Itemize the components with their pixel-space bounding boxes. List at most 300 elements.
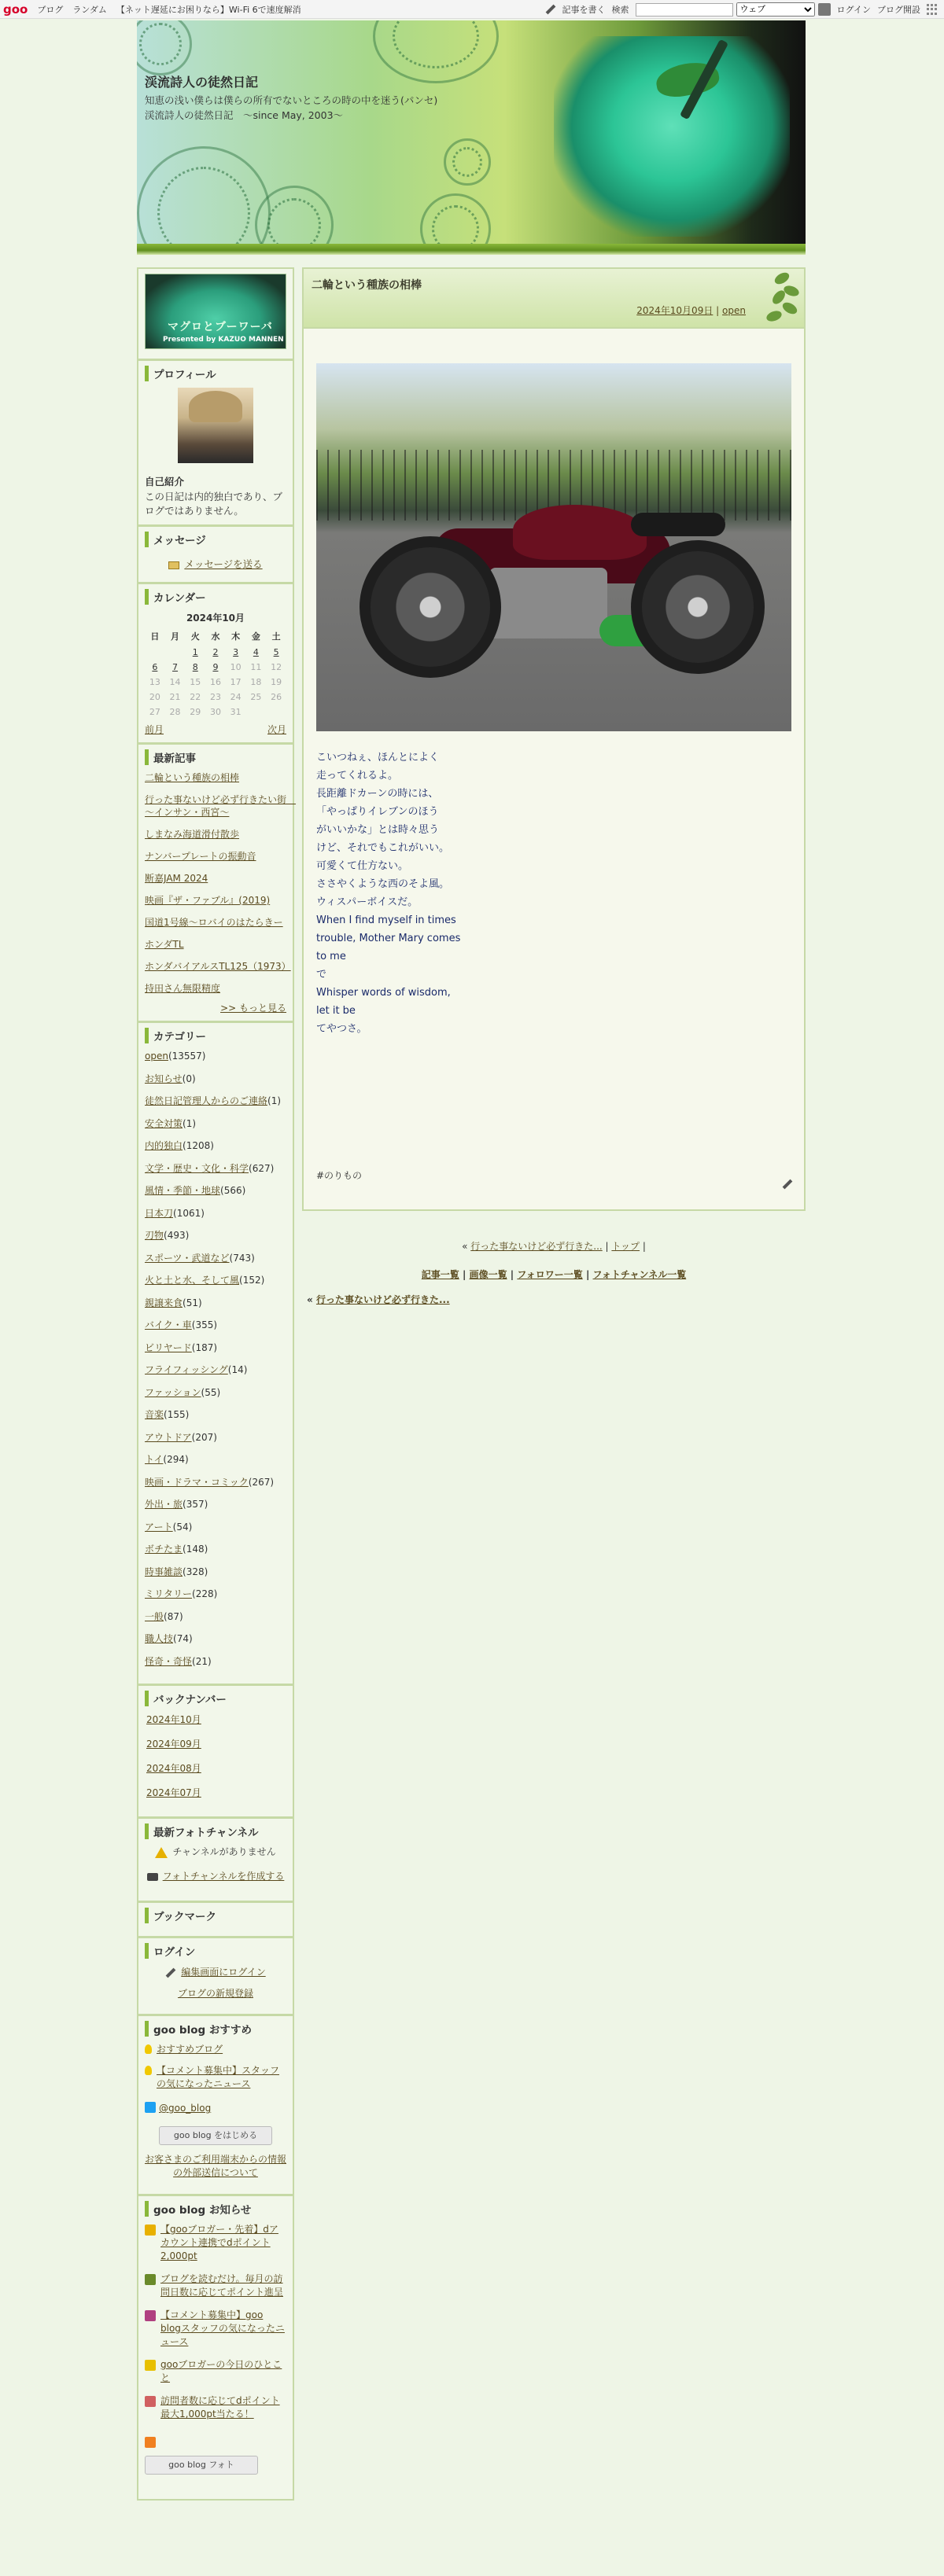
category-item (145, 1095, 286, 1107)
rear-wheel-image (631, 540, 765, 674)
news-icon (145, 2360, 156, 2371)
calendar-day (185, 660, 205, 675)
news-item (145, 2223, 286, 2263)
recent-item (145, 850, 286, 863)
category-link[interactable]: ボチたま (145, 1544, 183, 1555)
calendar-weekday: 木 (231, 631, 241, 642)
calendar-day (266, 645, 286, 660)
recent-item (145, 938, 286, 951)
category-count: (493) (164, 1230, 190, 1241)
entry-signature: #のりもの (316, 1170, 363, 1181)
calendar-day (165, 705, 186, 719)
mint-dessert-image (554, 36, 790, 237)
category-count: (55) (201, 1386, 221, 1398)
calendar-day-number: 26 (271, 692, 282, 702)
motorcycle-photo[interactable] (316, 363, 791, 731)
category-link[interactable]: 風情・季節・地球 (145, 1185, 221, 1196)
category-link[interactable]: 徒然日記管理人からのご連絡 (145, 1095, 268, 1106)
more-link[interactable]: >> もっと見る (220, 1003, 286, 1014)
backnumber-link[interactable]: 2024年08月 (146, 1763, 201, 1774)
news-item (145, 2358, 286, 2385)
recent-article-link[interactable]: 映画『ザ・ファブル』(2019) (145, 895, 271, 906)
blog-start-link[interactable]: ブログ開設 (877, 5, 920, 15)
floral-ornament-icon (137, 20, 192, 75)
category-count: (1) (183, 1117, 197, 1129)
calendar-day (185, 705, 205, 719)
news-link[interactable]: 【コメント募集中】goo blogスタッフの気になったニュース (160, 2309, 285, 2347)
entry-body-line: がいいかな」とは時々思う (316, 824, 440, 836)
calendar-day (165, 645, 186, 660)
external-notice-link[interactable]: お客さまのご利用端末からの情報の外部送信について (145, 2154, 287, 2178)
news-list (145, 2223, 286, 2421)
recent-item (145, 894, 286, 907)
calendar-day (165, 675, 186, 690)
category-item (145, 1521, 286, 1533)
calendar-weekday: 金 (251, 631, 260, 642)
category-link[interactable]: 外出・旅 (145, 1499, 183, 1510)
category-heading: カテゴリー (145, 1028, 286, 1043)
top-link[interactable]: トップ (611, 1241, 640, 1252)
prev-entry-link[interactable]: 行った事ないけど必ず行きた... (470, 1241, 603, 1252)
notice-line (145, 2153, 286, 2180)
calendar-day (226, 690, 246, 705)
category-list (145, 1050, 286, 1668)
calendar-week (145, 675, 286, 690)
goo-toolbar (0, 0, 944, 19)
category-item (145, 1274, 286, 1286)
calendar-day (246, 705, 267, 719)
search-input[interactable] (636, 3, 733, 17)
category-link[interactable]: フライフィッシング (145, 1364, 228, 1375)
category-count: (148) (183, 1544, 208, 1555)
calendar-day-number: 29 (190, 707, 201, 717)
recommend-link-blogs[interactable]: おすすめブログ (157, 2044, 223, 2055)
header-divider (137, 244, 806, 255)
topbar-link-blog[interactable]: ブログ (37, 4, 64, 15)
entry-body-line: で (316, 969, 327, 981)
recent-article-link[interactable]: 国道1号線～ロバイのはたらきー (145, 917, 283, 928)
category-count: (294) (163, 1454, 189, 1465)
entry-body (316, 749, 460, 1038)
entry-category-link[interactable]: open (722, 305, 746, 316)
category-link[interactable]: バイク・車 (145, 1319, 192, 1330)
backnumber-link[interactable]: 2024年09月 (146, 1739, 201, 1750)
recent-article-link[interactable]: ホンダTL (145, 939, 184, 950)
calendar-day (246, 690, 267, 705)
category-item (145, 1476, 286, 1489)
category-link[interactable]: 安全対策 (145, 1117, 183, 1129)
login-link[interactable]: ログイン (836, 5, 871, 15)
category-link[interactable]: 映画・ドラマ・コミック (145, 1476, 249, 1488)
entry-body-line: ウィスパーボイスだ。 (316, 896, 419, 908)
calendar-prev-link[interactable]: 前月 (145, 724, 164, 735)
calendar-day (185, 675, 205, 690)
category-item (145, 1117, 286, 1130)
calendar-day-link[interactable]: 7 (172, 662, 179, 672)
news-link[interactable]: gooブロガーの今日のひとこと (160, 2359, 282, 2383)
calendar-day-link[interactable]: 9 (212, 662, 219, 672)
entry-date-link[interactable]: 2024年10月09日 (636, 305, 714, 316)
register-line (145, 1986, 286, 2000)
profile-heading: プロフィール (145, 366, 286, 381)
recent-article-link[interactable]: 行った事ないけど必ず行きたい街 ～インサン・西宮～ (145, 794, 297, 818)
calendar-month: 2024年10月 (186, 613, 245, 624)
goo-blog-photo-button[interactable] (145, 2456, 258, 2475)
category-item (145, 1162, 286, 1175)
category-count: (328) (183, 1566, 208, 1577)
recent-item (145, 872, 286, 885)
recommend-box (138, 2016, 293, 2196)
category-count: (627) (249, 1162, 275, 1174)
goo-logo[interactable]: goo (3, 2, 28, 17)
news-icon (145, 2225, 156, 2236)
calendar-day (246, 675, 267, 690)
category-item (145, 1073, 286, 1085)
photochannel-box (138, 1819, 293, 1903)
calendar-day-number: 10 (230, 662, 242, 672)
calendar-day (266, 705, 286, 719)
register-link[interactable]: ブログの新規登録 (177, 1988, 253, 1999)
category-link[interactable]: 親譲来食 (145, 1297, 183, 1308)
recent-item (145, 771, 286, 784)
calendar-day (205, 705, 226, 719)
banner-subtitle: Presented by KAZUO MANNEN (163, 336, 284, 344)
entry (302, 267, 806, 1211)
photochannel-none-line (145, 1846, 286, 1859)
category-link[interactable]: 刃物 (145, 1230, 164, 1241)
entry-body-line: Whisper words of wisdom, (316, 987, 451, 999)
calendar-weekday: 火 (190, 631, 200, 642)
category-link[interactable]: 内的独白 (145, 1140, 183, 1151)
goo-blog-photo-label: goo blog フォト (168, 2460, 234, 2470)
category-item (145, 1386, 286, 1399)
entry-body-line: trouble, Mother Mary comes (316, 933, 461, 944)
search-icon[interactable] (818, 3, 831, 16)
category-count: (1) (267, 1095, 282, 1106)
calendar-day-number: 23 (209, 692, 221, 702)
nav-separator: | (585, 1269, 590, 1280)
blog-description: 知恵の浅い僕らは僕らの所有でないところの時の中を迷う(パンセ) 渓流詩人の徒然日記 ～since May, 2003～ (145, 94, 448, 121)
category-item (145, 1184, 286, 1197)
meta-separator: | (716, 305, 720, 316)
calendar-days (145, 645, 286, 719)
category-count: (743) (229, 1252, 255, 1264)
news-item (145, 2394, 286, 2421)
apps-grid-icon[interactable] (927, 4, 938, 15)
backnumber-box (138, 1686, 293, 1819)
calendar-day-number: 13 (149, 677, 160, 687)
category-count: (152) (239, 1275, 265, 1286)
category-link[interactable]: 日本刀 (145, 1207, 174, 1219)
calendar-day-number: 27 (149, 707, 160, 717)
recent-item (145, 960, 291, 973)
calendar-day-number: 21 (169, 692, 181, 702)
calendar-day-link[interactable]: 8 (192, 662, 198, 672)
calendar-weekday: 月 (171, 631, 180, 642)
seat-image (631, 513, 725, 536)
entry-header (304, 269, 804, 329)
category-link[interactable]: ビリヤード (145, 1341, 192, 1353)
category-item (145, 1655, 286, 1668)
topbar-link-random[interactable]: ランダム (72, 4, 107, 15)
send-message-link[interactable]: メッセージを送る (184, 558, 263, 570)
calendar-day (266, 675, 286, 690)
engine-image (489, 568, 607, 638)
news-link[interactable]: 【gooブロガー・先着】dアカウント連携でdポイント2,000pt (160, 2224, 278, 2261)
news-box (138, 2196, 293, 2481)
search-scope-select[interactable] (736, 2, 815, 17)
entry-body-line: let it be (316, 1005, 356, 1017)
intro-text: この日記は内的独白であり、ブログではありません。 (145, 491, 283, 517)
recent-item (145, 793, 297, 819)
floral-ornament-icon (137, 146, 271, 244)
category-item (145, 1632, 286, 1645)
category-item (145, 1408, 286, 1421)
blog-title[interactable]: 渓流詩人の徒然日記 (145, 75, 259, 90)
calendar-day-number: 22 (190, 692, 201, 702)
recent-item (145, 916, 286, 929)
recent-article-link[interactable]: 断嘉JAM 2024 (145, 873, 208, 884)
calendar-weekday: 水 (211, 631, 220, 642)
calendar-day (205, 675, 226, 690)
category-item (145, 1610, 286, 1623)
category-link[interactable]: お知らせ (145, 1073, 183, 1084)
calendar-day-number: 31 (230, 707, 242, 717)
backnumber-list (145, 1713, 286, 1799)
category-link[interactable]: アウトドア (145, 1431, 192, 1443)
calendar-day-number: 18 (250, 677, 262, 687)
category-link[interactable]: ミリタリー (145, 1588, 193, 1599)
calendar-day-number: 25 (250, 692, 262, 702)
news-link[interactable]: 訪問者数に応じてdポイント最大1,000pt当たる！ (160, 2395, 280, 2420)
search-label: 検索 (611, 5, 629, 15)
calendar-weekdays (145, 627, 286, 645)
category-link[interactable]: 怪奇・奇怪 (145, 1655, 193, 1667)
calendar-day (165, 660, 186, 675)
category-count: (21) (192, 1655, 212, 1667)
leaf-ornament-icon (752, 269, 804, 329)
calendar-day (226, 705, 246, 719)
calendar-day (205, 660, 226, 675)
backnumber-link[interactable]: 2024年07月 (146, 1787, 201, 1798)
calendar-box (138, 584, 293, 745)
calendar-day-link[interactable]: 4 (253, 647, 259, 657)
category-count: (155) (164, 1409, 190, 1420)
calendar-day-link[interactable]: 3 (233, 647, 239, 657)
category-item (145, 1543, 286, 1555)
message-box (138, 527, 293, 584)
calendar-day-link[interactable]: 1 (192, 647, 198, 657)
recent-box (138, 745, 297, 1023)
calendar-week (145, 690, 286, 705)
news-item (145, 2309, 286, 2349)
category-count: (13557) (168, 1051, 206, 1062)
goo-blog-start-button[interactable] (159, 2126, 272, 2145)
entry-meta (636, 304, 746, 317)
category-count: (0) (182, 1073, 196, 1084)
category-link[interactable]: スポーツ・武道など (145, 1252, 230, 1264)
news-link[interactable]: ブログを読むだけ。毎月の訪問日数に応じてポイント進呈 (160, 2273, 284, 2298)
calendar-heading: カレンダー (145, 589, 286, 605)
followers-list-link[interactable]: フォロワー一覧 (517, 1269, 583, 1280)
recent-article-link[interactable]: しまなみ海道滑付散歩 (145, 829, 240, 840)
category-item (145, 1139, 286, 1152)
category-item (145, 1252, 286, 1264)
category-count: (228) (192, 1588, 218, 1599)
category-link[interactable]: ファッション (145, 1386, 201, 1398)
recent-item (145, 828, 286, 841)
calendar-day (226, 660, 246, 675)
category-link[interactable]: 一般 (145, 1610, 164, 1622)
category-count: (87) (164, 1610, 183, 1622)
calendar-day (185, 690, 205, 705)
calendar-day-number: 14 (169, 677, 181, 687)
edit-pen-icon[interactable] (783, 1179, 793, 1190)
entry-body-line: けど、それでもこれがいい。 (316, 842, 450, 854)
category-count: (566) (220, 1185, 246, 1196)
calendar-week (145, 645, 286, 660)
category-count: (1061) (173, 1207, 205, 1219)
category-link[interactable]: 火と土と水、そして風 (145, 1275, 240, 1286)
calendar-day-number: 17 (230, 677, 242, 687)
entry-body-line: When I find myself in times (316, 914, 456, 926)
category-link[interactable]: 文学・歴史・文化・科学 (145, 1162, 249, 1174)
category-link[interactable]: 時事雑談 (145, 1566, 183, 1577)
prev-mark: « (462, 1241, 468, 1252)
recent-article-link[interactable]: 持田さん無限精度 (145, 983, 221, 994)
category-link[interactable]: トイ (145, 1454, 164, 1465)
topbar-link-ad[interactable]: 【ネット遅延にお困りなら】Wi-Fi 6で速度解消 (116, 4, 301, 15)
entry-body-line: てやつさ。 (316, 1023, 367, 1035)
entry-body-line: to me (316, 951, 346, 962)
news-icon (145, 2396, 156, 2407)
category-item (145, 1453, 286, 1466)
floral-ornament-icon (373, 20, 499, 83)
front-wheel-image (360, 536, 501, 678)
photochannel-create-link[interactable]: フォトチャンネルを作成する (162, 1871, 285, 1882)
edit-login-link[interactable]: 編集画面にログイン (181, 1967, 266, 1978)
calendar-day-link[interactable]: 2 (212, 647, 219, 657)
entry-body-line: 可愛くて仕方ない。 (316, 860, 409, 872)
recent-article-link[interactable]: 二輪という種族の相棒 (145, 772, 240, 783)
login-heading: ログイン (145, 1943, 286, 1959)
calendar-day (226, 645, 246, 660)
banner-box (138, 274, 293, 361)
nav-separator: | (462, 1269, 466, 1280)
photochannel-none: チャンネルがありません (172, 1846, 276, 1857)
sidebar-banner[interactable] (145, 274, 286, 349)
category-count: (74) (173, 1633, 193, 1644)
calendar-day-link[interactable]: 6 (152, 662, 158, 672)
avatar (178, 388, 253, 463)
banner-title: マグロとブーワーバ (168, 321, 273, 333)
bottom-prev-link[interactable]: 行った事ないけど必ず行きた... (315, 1294, 450, 1305)
category-item (145, 1297, 286, 1309)
pen-icon (166, 1967, 176, 1978)
entry-body-line: 長距離ドカーンの時には、 (316, 788, 439, 800)
calendar-next-link[interactable]: 次月 (267, 724, 286, 735)
entry-body-line: ささやくような西のそよ風。 (316, 878, 450, 890)
calendar-day-number: 24 (230, 692, 242, 702)
bookmark-box (138, 1903, 293, 1938)
category-count: (1208) (183, 1140, 214, 1151)
category-item (145, 1207, 286, 1220)
bottom-prev-nav (307, 1293, 450, 1306)
recent-article-link[interactable]: ホンダバイアルスTL125（1973） (145, 961, 291, 972)
calendar-nav (145, 723, 286, 736)
bookmark-heading: ブックマーク (145, 1908, 286, 1923)
recommend-heading: goo blog おすすめ (145, 2021, 286, 2037)
calendar-day (226, 675, 246, 690)
nav-separator: | (605, 1241, 609, 1252)
category-count: (355) (191, 1319, 218, 1330)
category-count: (14) (227, 1364, 248, 1375)
recent-article-link[interactable]: ナンバープレートの振動音 (145, 851, 256, 862)
nav-separator: | (510, 1269, 514, 1280)
recommend-item (145, 2043, 286, 2056)
category-count: (207) (191, 1431, 217, 1443)
recommend-link-news[interactable]: 【コメント募集中】スタッフの気になったニュース (157, 2065, 280, 2089)
calendar-weekday: 土 (271, 631, 281, 642)
entry-body-line: 「やっぱりイレブンのほう (316, 806, 439, 818)
category-item (145, 1363, 286, 1376)
profile-box (138, 361, 293, 527)
bulb-icon (145, 2066, 152, 2075)
category-link[interactable]: open (145, 1051, 168, 1062)
calendar-day (185, 645, 205, 660)
calendar-day (145, 660, 165, 675)
edit-login-line (145, 1965, 286, 1978)
twitter-line (145, 2102, 286, 2115)
news-heading: goo blog お知らせ (145, 2201, 286, 2217)
calendar-day (246, 660, 267, 675)
goo-blog-start-label: goo blog をはじめる (173, 2130, 258, 2140)
category-link[interactable]: 職人技 (145, 1633, 174, 1644)
calendar-day-number: 19 (271, 677, 282, 687)
category-item (145, 1050, 286, 1062)
calendar-day-number: 12 (271, 662, 282, 672)
entry-body-line: 走ってくれるよ。 (316, 770, 399, 782)
calendar-day (246, 645, 267, 660)
floral-ornament-icon (420, 193, 491, 244)
camera-icon (147, 1873, 158, 1881)
calendar-day-number: 16 (209, 677, 221, 687)
calendar-day (165, 690, 186, 705)
twitter-link[interactable]: @goo_blog (159, 2103, 212, 2114)
calendar-day (145, 690, 165, 705)
bulb-icon (145, 2044, 152, 2054)
category-link[interactable]: アート (145, 1521, 173, 1533)
rss-icon[interactable] (145, 2437, 156, 2448)
calendar-week (145, 705, 286, 719)
intro-title: 自己紹介 (145, 476, 185, 488)
backnumber-link[interactable]: 2024年10月 (146, 1714, 201, 1725)
category-box (138, 1023, 293, 1686)
category-item (145, 1229, 286, 1242)
more-line (145, 1001, 286, 1014)
calendar-day (266, 690, 286, 705)
images-list-link[interactable]: 画像一覧 (469, 1269, 507, 1280)
photochannel-list-link[interactable]: フォトチャンネル一覧 (592, 1269, 687, 1280)
articles-list-link[interactable]: 記事一覧 (421, 1269, 459, 1280)
calendar-day-number: 20 (149, 692, 160, 702)
hat-image (189, 391, 242, 422)
calendar-day-link[interactable]: 5 (273, 647, 279, 657)
write-article-link[interactable]: 記事を書く (562, 5, 606, 15)
calendar-day (266, 660, 286, 675)
topbar-right (545, 0, 944, 19)
category-link[interactable]: 音楽 (145, 1409, 164, 1420)
